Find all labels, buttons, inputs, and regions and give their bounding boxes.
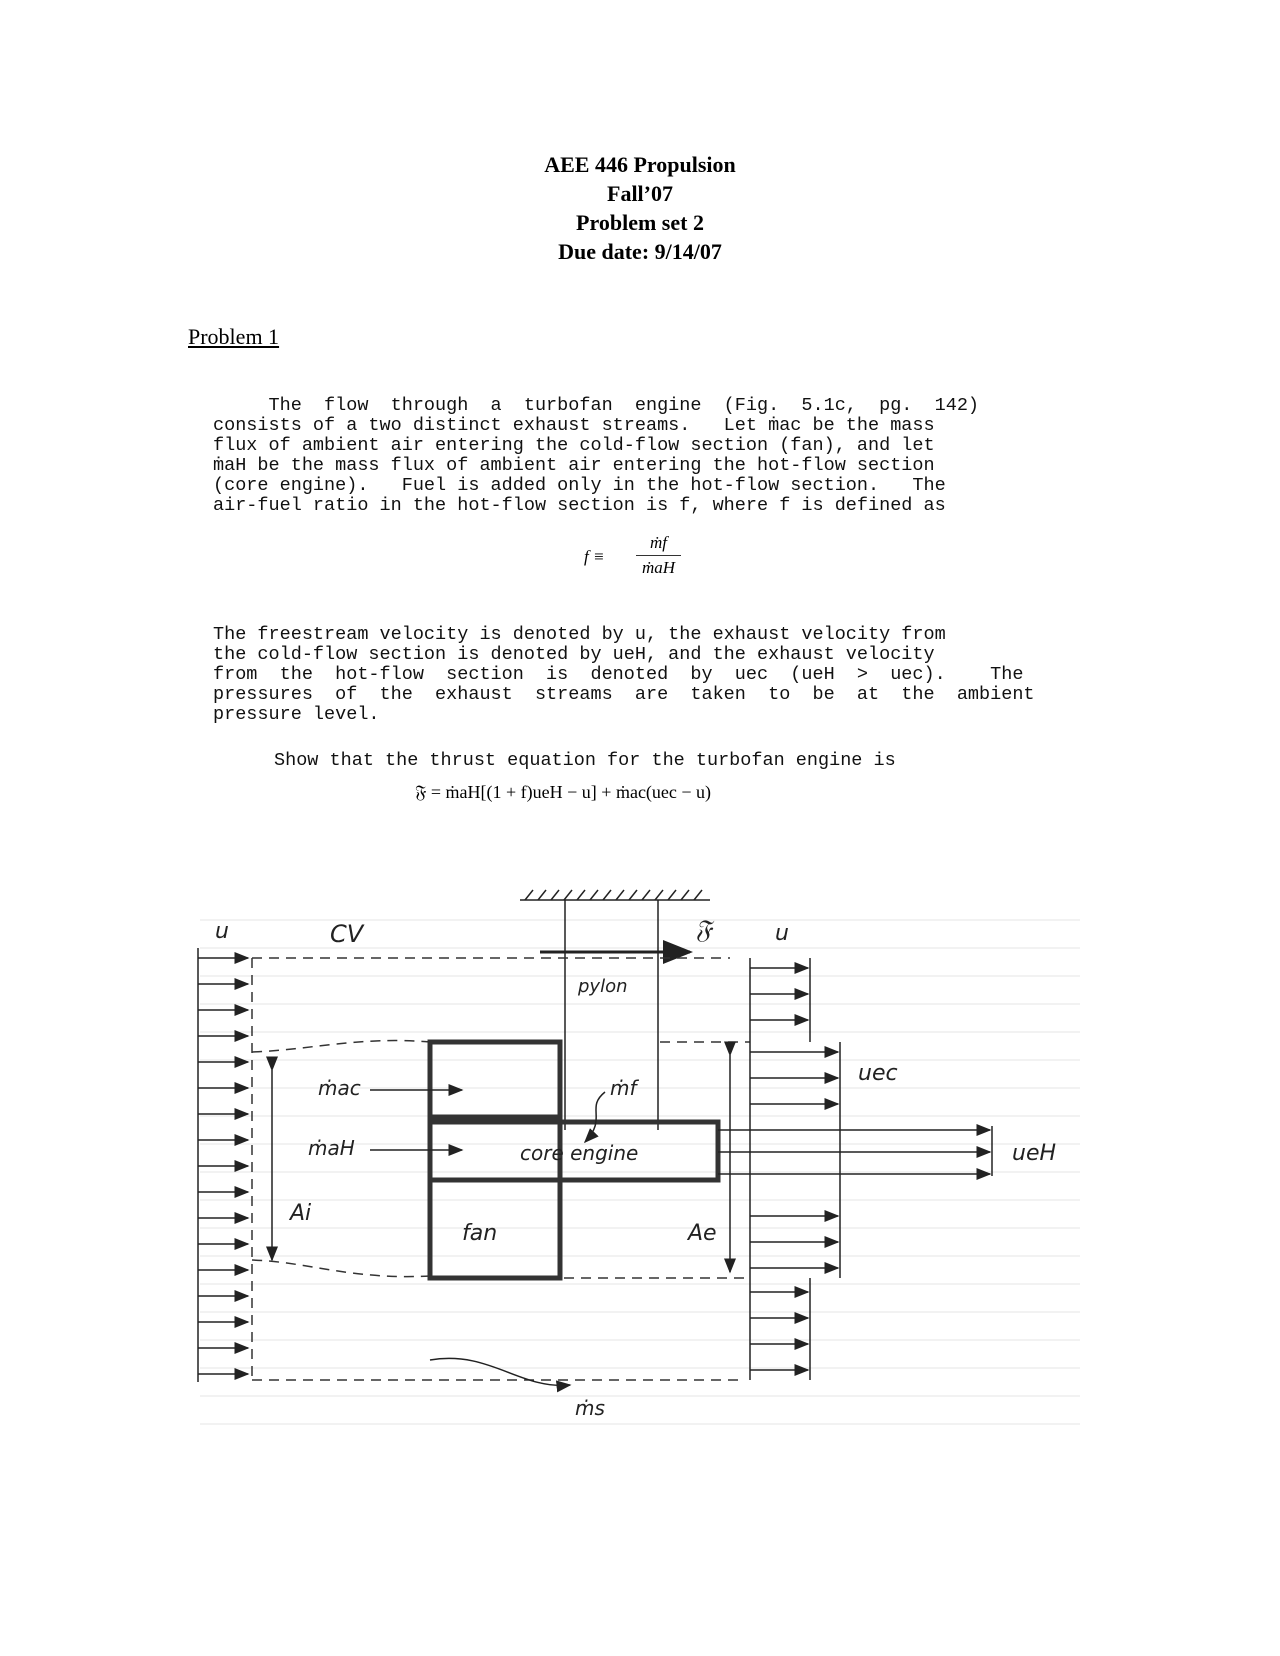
thrust-equation: 𝔉 = ṁaH[(1 + f)ueH − u] + ṁac(uec − u) (415, 782, 712, 802)
fraction-bar (636, 555, 681, 556)
freestream-velocity-label-left: u (215, 919, 229, 944)
ceiling-hatch (520, 890, 710, 900)
equation-numerator: ṁf (650, 533, 668, 552)
pylon-label: pylon (578, 976, 628, 997)
fan-label: fan (462, 1221, 498, 1246)
problem-set-title: Problem set 2 (576, 210, 704, 235)
fan-mass-flow-label: ṁac (318, 1076, 361, 1100)
control-volume-boundary (252, 958, 750, 1380)
equation-denominator: ṁaH (642, 558, 676, 577)
term: Fall’07 (607, 181, 673, 206)
exit-area-label: Ae (688, 1221, 717, 1246)
fuel-flow-label: ṁf (610, 1076, 637, 1100)
core-engine-label: core engine (520, 1141, 639, 1165)
problem-label: Problem 1 (188, 324, 280, 349)
inlet-velocity-profile (198, 948, 248, 1382)
course-title: AEE 446 Propulsion (544, 152, 736, 177)
control-volume-label: CV (330, 920, 364, 948)
notebook-lines (200, 920, 1080, 1424)
freestream-velocity-label-right: u (775, 921, 789, 946)
spillage-mass-flow-label: ṁs (575, 1396, 605, 1420)
fuel-injection-arrow (585, 1092, 605, 1142)
document-header (0, 150, 1280, 266)
inlet-area-label: Ai (290, 1201, 312, 1226)
hot-exit-velocity-label: ueH (1012, 1141, 1057, 1166)
velocity-paragraph: The freestream velocity is denoted by u, the exhaust velocity from the cold-flow section is denoted by ueH, and the exhaust velocity from the hot-flow section is denoted by uec (ueH > uec). The pressures of the exhaust streams are taken to be at the ambient pressure level. (213, 624, 1035, 725)
task-statement: Show that the thrust equation for the turbofan engine is (274, 750, 896, 771)
turbofan-control-volume-diagram (190, 880, 1090, 1480)
equation-fraction (636, 533, 681, 578)
spillage-arrow (430, 1358, 570, 1385)
cold-exit-velocity-label: uec (858, 1061, 898, 1086)
core-mass-flow-label: ṁaH (308, 1136, 355, 1160)
exit-velocity-profile (718, 958, 992, 1380)
problem-intro-paragraph: The flow through a turbofan engine (Fig. 5.1c, pg. 142) consists of a two distinct exhaust streams. Let ṁac be the mass flux of ambient air entering the cold-flow section (fan), and let ṁaH be the mass flux of ambient air entering the hot-flow section (core engine). Fuel is added only in the hot-flow section. The air-fuel ratio in the hot-flow section is f, where f is defined as (213, 395, 980, 516)
equation-lhs: f ≡ (584, 547, 605, 566)
thrust-label: 𝔉 (695, 915, 712, 945)
due-date: Due date: 9/14/07 (558, 239, 722, 264)
